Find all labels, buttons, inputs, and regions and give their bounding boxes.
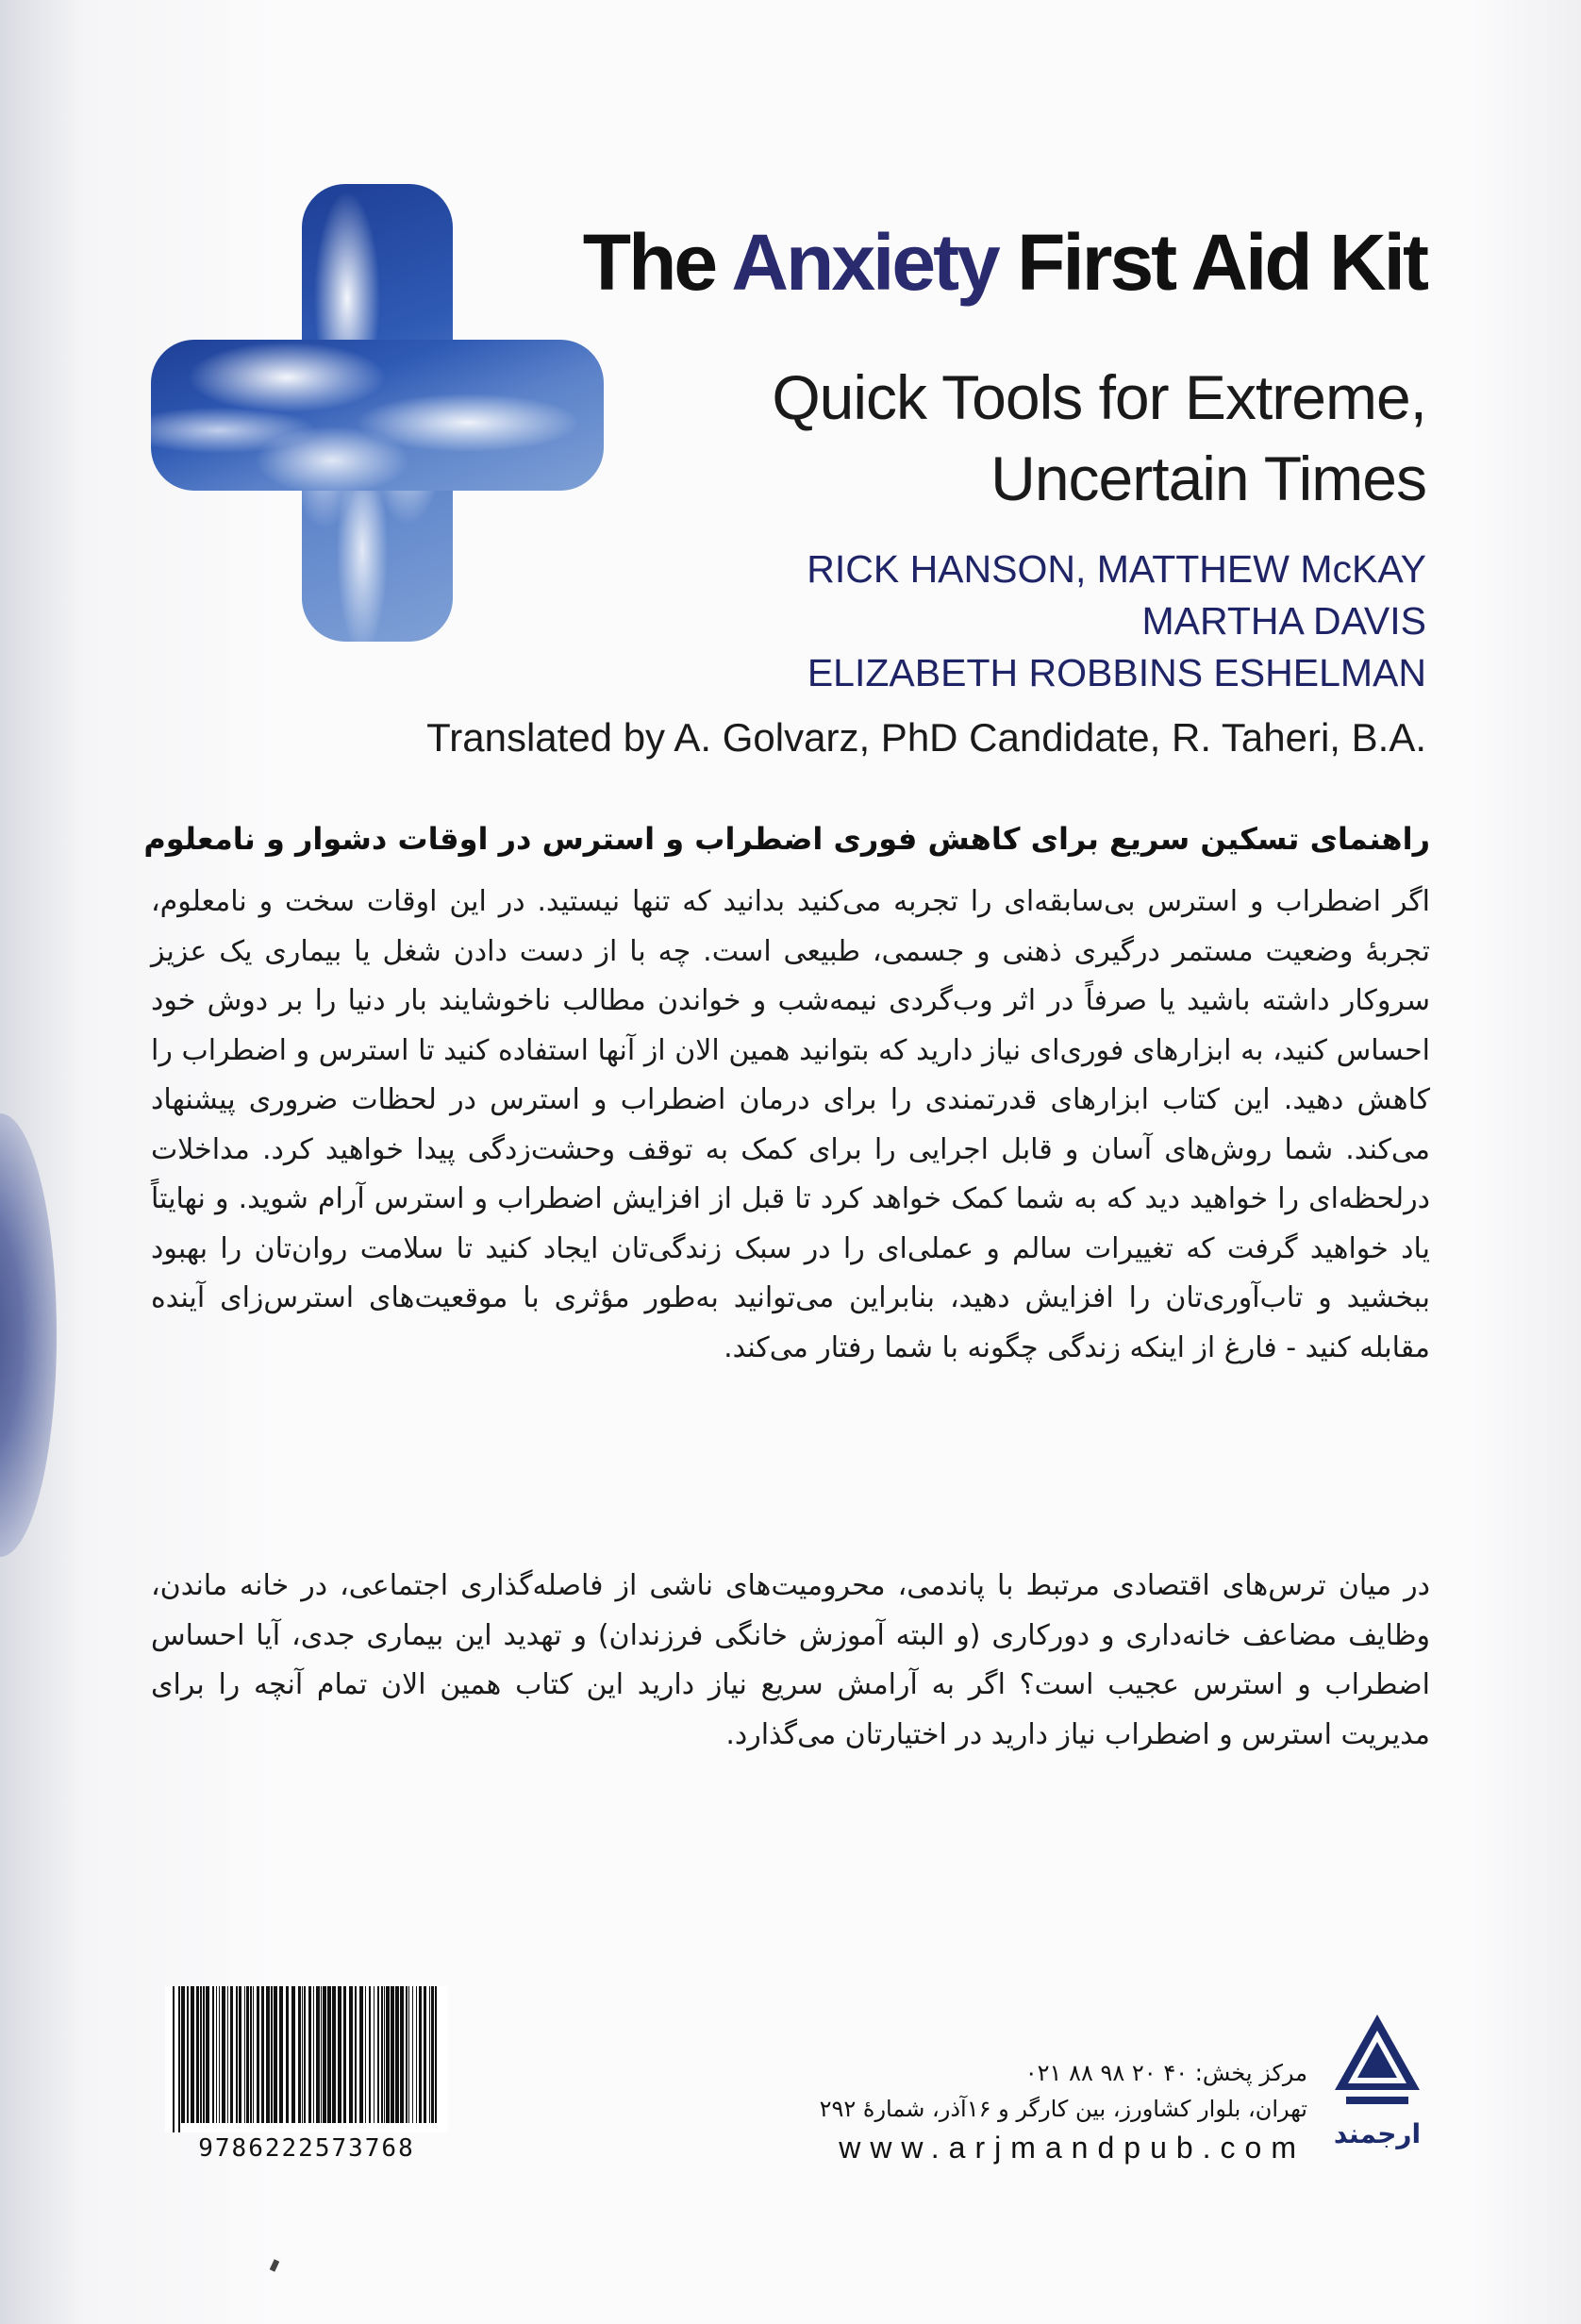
book-title	[583, 217, 1426, 309]
authors	[807, 543, 1426, 699]
subtitle-line-1: Quick Tools for Extreme,	[772, 362, 1426, 432]
isbn-number: 9786222573768	[198, 2134, 415, 2163]
authors-line-3: ELIZABETH ROBBINS ESHELMAN	[807, 651, 1426, 694]
translator-credit: Translated by A. Golvarz, PhD Candidate, R. Taheri, B.A.	[426, 715, 1426, 760]
publisher-address: تهران، بلوار کشاورز، بین کارگر و ۱۶آذر، شمارهٔ ۲۹۲	[819, 2096, 1307, 2122]
subtitle-line-2: Uncertain Times	[990, 443, 1426, 513]
sky-cross-icon	[151, 184, 604, 642]
title-accent-word: Anxiety	[731, 218, 998, 307]
publisher-logo-text: ارجمند	[1333, 2118, 1422, 2149]
cross-horizontal-bar	[151, 340, 604, 491]
title-prefix: The	[582, 218, 732, 307]
distribution-phone: مرکز پخش: ۴۰ ۲۰ ۹۸ ۸۸ ۰۲۱	[1024, 2060, 1307, 2086]
front-cover-edge	[0, 1113, 57, 1557]
title-suffix: First Aid Kit	[997, 218, 1426, 307]
authors-line-2: MARTHA DAVIS	[1141, 599, 1426, 643]
print-mark	[270, 2259, 280, 2271]
description-paragraph-1: اگر اضطراب و استرس بی‌سابقه‌ای را تجربه می‌کنید بدانید که تنها نیستید. در این اوقات سخت و نامعلوم، تجربهٔ وضعیت مستمر درگیری ذهنی و جسمی، طبیعی است. چه با از دست دادن شغل یا بیماری یک عزیز سروکار داشته باشید یا صرفاً در اثر وب‌گردی نیمه‌شب و خواندن مطالب ناخوشایند بار دنیا را بر دوش خود احساس کنید، به ابزارهای فوری‌ای نیاز دارید که بتوانید همین الان از آنها استفاده کنید تا استرس و اضطراب را کاهش دهید. این کتاب ابزارهای قدرتمندی را برای درمان اضطراب و استرس در لحظات ضروری پیشنهاد می‌کند. شما روش‌های آسان و قابل اجرایی را برای کمک به توقف وحشت‌زدگی پیدا خواهید کرد. مداخلات درلحظه‌ای را خواهید دید که به شما کمک خواهد کرد تا قبل از افزایش اضطراب و استرس آرام شوید. و نهایتاً یاد خواهید گرفت که تغییرات سالم و عملی‌ای را در سبک زندگی‌تان ایجاد کنید تا سلامت روان‌تان را بهبود ببخشید و تاب‌آوری‌تان را افزایش دهید، بنابراین می‌توانید به‌طور مؤثری با موقعیت‌های استرس‌زای آینده مقابله کنید - فارغ از اینکه زندگی چگونه با شما رفتار می‌کند.	[151, 885, 1430, 1364]
publisher-website: www.arjmandpub.com	[839, 2131, 1306, 2165]
description-heading: راهنمای تسکین سریع برای کاهش فوری اضطراب و استرس در اوقات دشوار و نامعلوم	[143, 821, 1430, 857]
description-paragraph-2: در میان ترس‌های اقتصادی مرتبط با پاندمی، محرومیت‌های ناشی از فاصله‌گذاری اجتماعی، در خانه ماندن، وظایف مضاعف خانه‌داری و دورکاری (و البته آموزش خانگی فرزندان) و تهدید این بیماری جدی، آیا احساس اضطراب و استرس عجیب است؟ اگر به آرامش سریع نیاز دارید این کتاب همین الان تمام آنچه را برای مدیریت استرس و اضطراب نیاز دارید در اختیارتان می‌گذارد.	[151, 1569, 1430, 1751]
arjmand-logo-icon	[1325, 2010, 1429, 2114]
book-subtitle	[772, 357, 1426, 519]
isbn-barcode	[165, 1986, 448, 2132]
publisher-info	[820, 2055, 1307, 2127]
authors-line-1: RICK HANSON, MATTHEW McKAY	[807, 547, 1426, 591]
